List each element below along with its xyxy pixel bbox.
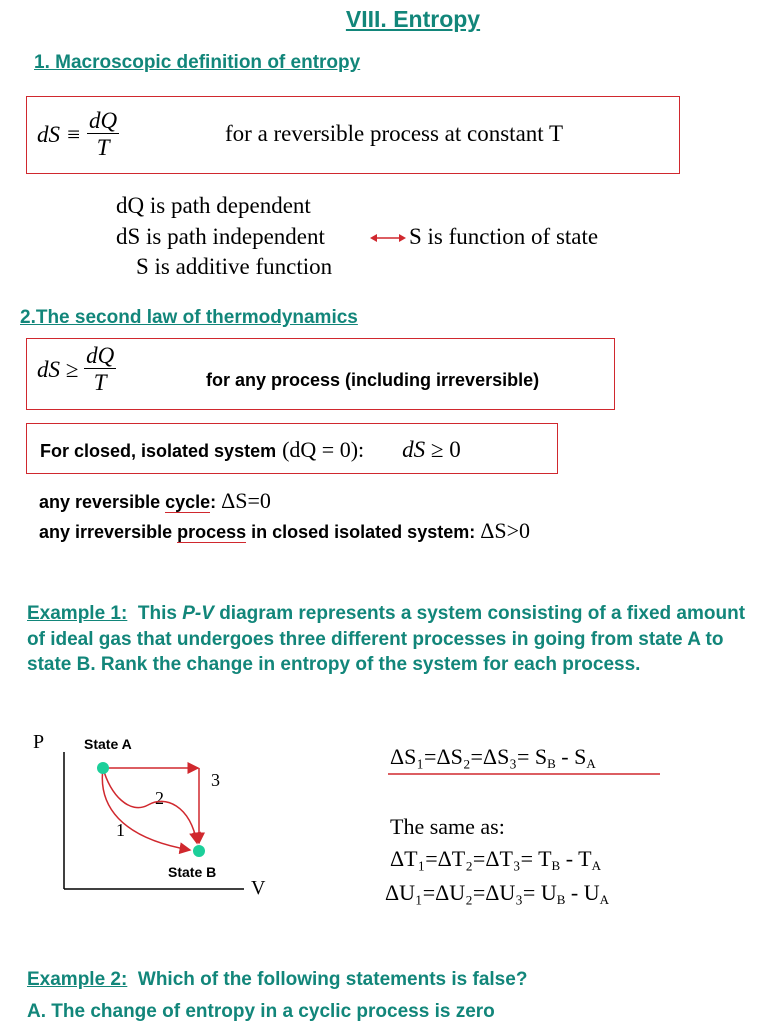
eq3-main: ΔU₁=ΔU₂=ΔU₃= U [385,880,557,905]
fraction-denominator: T [93,370,107,396]
eq1-mid: - S [555,744,587,769]
section1-heading: 1. Macroscopic definition of entropy [34,52,361,73]
closed-system-result: dS ≥ 0 [402,437,461,462]
rev-text-cycle: cycle [165,492,211,512]
eq3-sub-a: A [599,892,610,907]
state-b-label: State B [168,864,217,880]
function-of-state-text: S is function of state [409,224,599,249]
irr-delta-s: ΔS>0 [480,518,531,543]
path-1-label: 1 [116,820,125,840]
eq2-sub-a: A [591,858,601,873]
path-3-label: 3 [211,770,220,790]
axis-v-label: V [251,877,266,899]
fraction-numerator: dQ [89,108,118,133]
closed-system-condition: (dQ = 0): [282,437,365,462]
irr-text-c: in closed isolated system: [246,522,481,542]
same-as-text: The same as: [390,814,505,839]
state-b-dot [193,845,205,857]
additive-function-line: S is additive function [136,254,333,279]
rev-delta-s: ΔS=0 [221,488,271,513]
formula-lhs: dS ≥ [37,356,79,382]
eq2-mid: - T [560,846,592,871]
rev-text-a: any reversible [39,492,166,512]
eq1-sub-b: B [547,756,556,771]
axis-p-label: P [33,731,45,753]
path-independent-line: dS is path independent [116,224,325,249]
fraction-numerator: dQ [86,343,115,368]
closed-system-label: For closed, isolated system [40,441,277,461]
section2-heading: 2.The second law of thermodynamics [20,307,358,328]
page-title: VIII. Entropy [345,6,481,32]
eq1-sub-a: A [586,756,596,771]
example2-question [27,967,527,993]
eq3-mid: - U [565,880,600,905]
formula-lhs: dS ≡ [37,121,82,147]
state-a-label: State A [84,736,132,752]
definition-note: for a reversible process at constant T [225,121,564,146]
irr-text-a: any irreversible [39,522,178,542]
entropy-equation [390,744,596,770]
example2-option-a: A. The change of entropy in a cyclic process is zero [27,1001,495,1022]
example1-pv: P-V [182,603,214,624]
eq1-main: ΔS₁=ΔS₂=ΔS₃= S [390,744,548,769]
eq3-sub-b: B [556,892,566,907]
path-2-label: 2 [155,788,164,808]
path-dependent-line: dQ is path dependent [116,193,311,218]
state-a-dot [97,762,109,774]
example2-label: Example 2: [27,969,128,990]
temperature-equation [390,846,601,872]
example1-label: Example 1: [27,603,128,624]
eq2-sub-b: B [551,858,561,873]
fraction-denominator: T [96,135,110,161]
example2-question-text: Which of the following statements is false? [127,969,528,990]
irr-text-process: process [177,522,247,542]
internal-energy-equation [385,880,609,906]
path-2-curve [103,768,197,843]
example1-t3: diagram represents a system consisting of a fixed amount of ideal gas that undergoes three different processes in going from state A to state B. Rank the change in entropy of the system for each process. [27,603,746,675]
eq2-main: ΔT₁=ΔT₂=ΔT₃= T [390,846,552,871]
path-1-curve [102,768,190,850]
example1-t1: This [127,603,183,624]
second-law-note: for any process (including irreversible) [206,370,540,390]
rev-text-c: : [210,492,222,512]
